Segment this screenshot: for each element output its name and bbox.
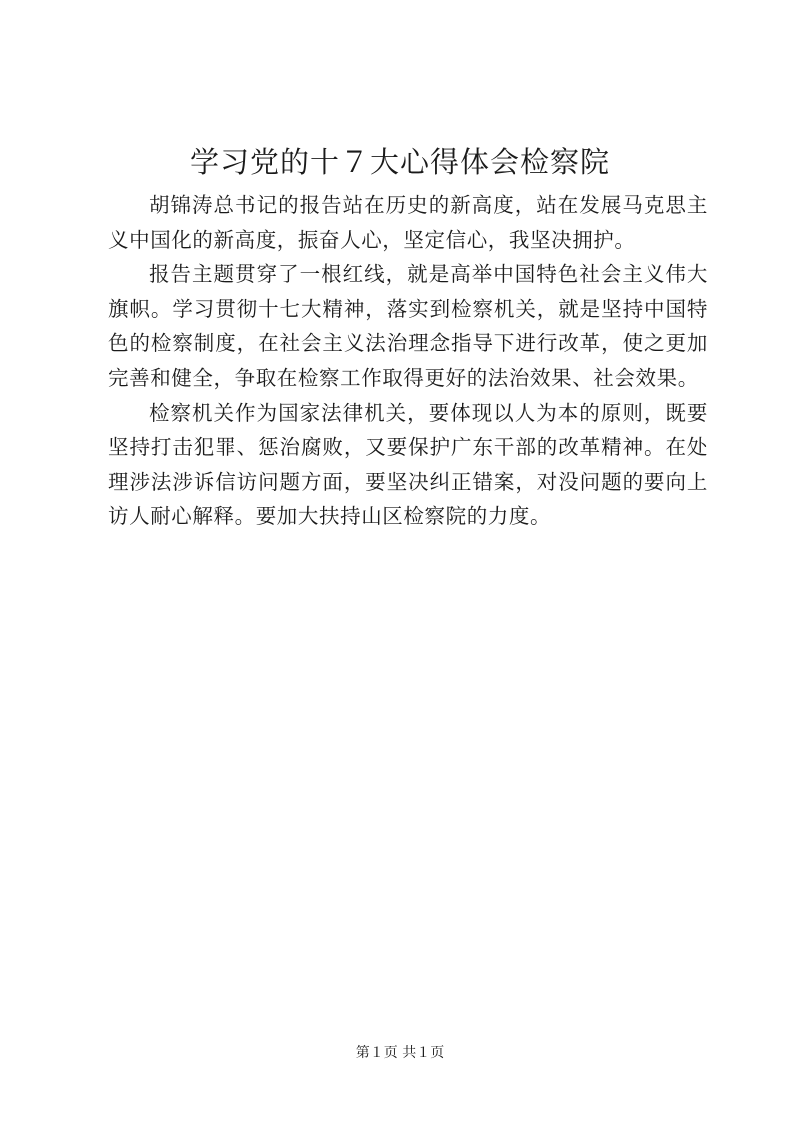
paragraph-1: 胡锦涛总书记的报告站在历史的新高度，站在发展马克思主义中国化的新高度，振奋人心，坚定信心，我坚决拥护。 [108, 193, 708, 252]
page-title: 学习党的十７大心得体会检察院 [189, 145, 610, 179]
page-footer: 第１页 共１页 [355, 1045, 445, 1061]
paragraph-3: 检察机关作为国家法律机关，要体现以人为本的原则，既要坚持打击犯罪、惩治腐败，又要保护广东干部的改革精神。在处理涉法涉诉信访问题方面，要坚决纠正错案，对没问题的要向上访人耐心解释。要加大扶持山区检察院的力度。 [108, 400, 708, 529]
paragraph-2: 报告主题贯穿了一根红线，就是高举中国特色社会主义伟大旗帜。学习贯彻十七大精神，落实到检察机关，就是坚持中国特色的检察制度，在社会主义法治理念指导下进行改革，使之更加完善和健全，争取在检察工作取得更好的法治效果、社会效果。 [108, 262, 708, 390]
document-body [108, 188, 708, 534]
